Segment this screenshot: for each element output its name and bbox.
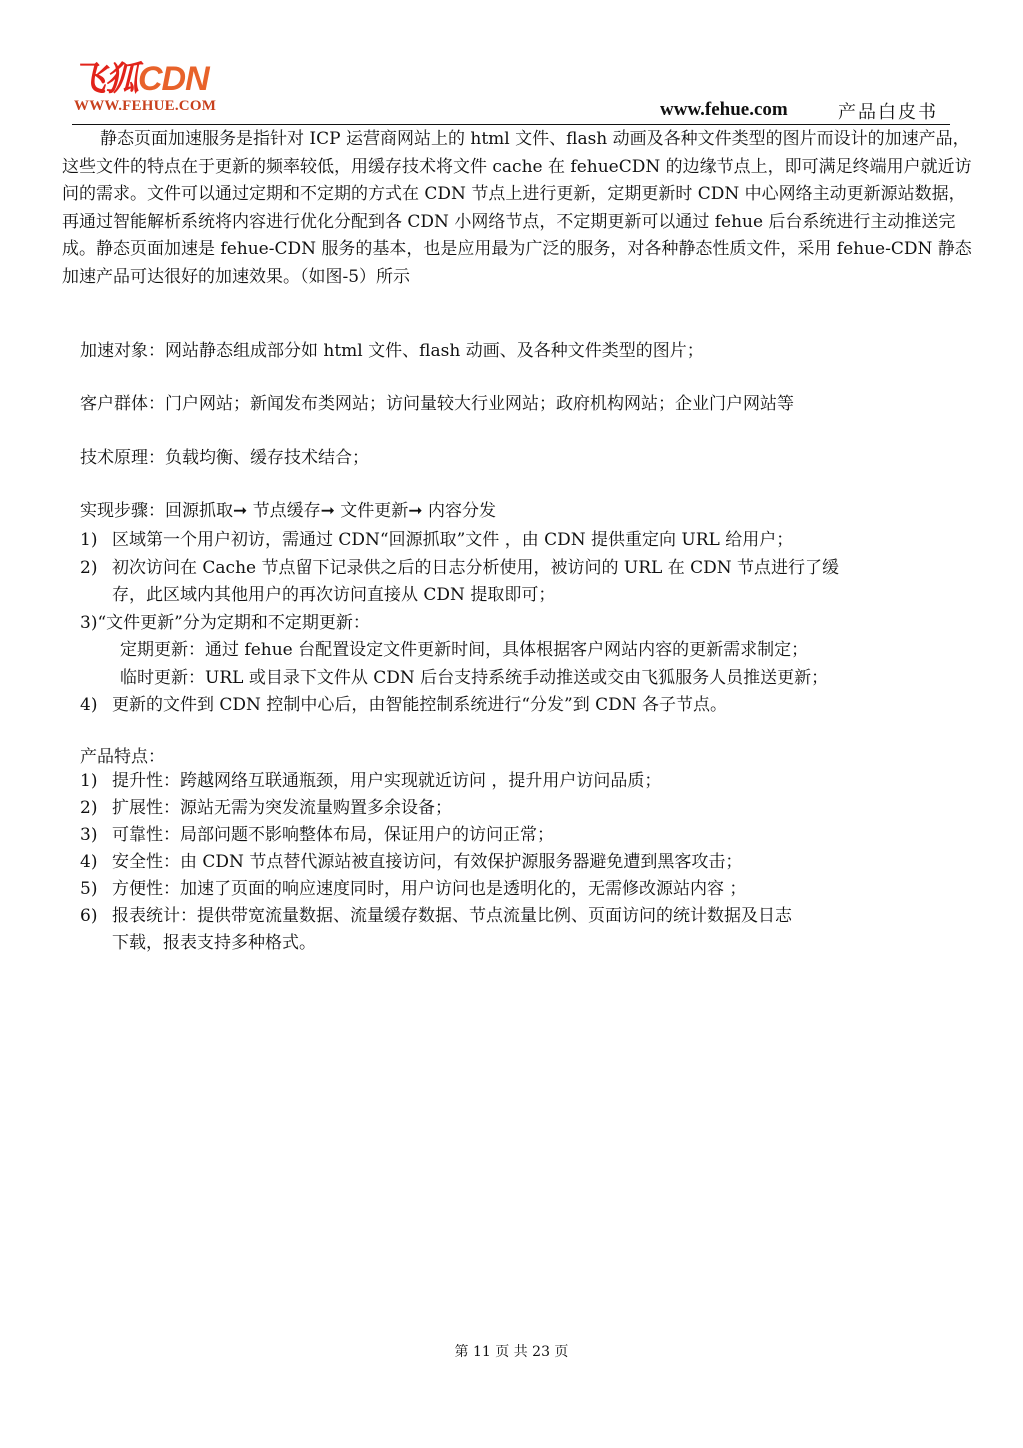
step-1: 1) 区域第一个用户初访，需通过 CDN“回源抓取”文件 ，由 CDN 提供重定向 URL 给用户； (80, 530, 794, 550)
header-divider (72, 124, 950, 125)
product-features (80, 768, 980, 957)
feature-3: 3) 可靠性：局部问题不影响整体布局，保证用户的访问正常； (80, 825, 554, 845)
header-site-url: www.fehue.com (660, 99, 788, 120)
feature-2: 2) 扩展性：源站无需为突发流量购置多余设备； (80, 798, 452, 818)
step-3: 3)“文件更新”分为定期和不定期更新： (80, 612, 370, 633)
features-title: 产品特点： (80, 747, 165, 767)
intro-paragraph: 静态页面加速服务是指针对 ICP 运营商网站上的 html 文件、flash 动画及各种文件类型的图片而设计的加速产品，这些文件的特点在于更新的频率较低，用缓存技术将文件 cache 在 fehueCDN 的边缘节点上，即可满足终端用户就近访问的需求。文件可以通过定期和不定期的方式在 CDN 节点上进行更新，定期更新时 CDN 中心网络主动更新源站数据，再通过智能解析系统将内容进行优化分配到各 CDN 小网络节点，不定期更新可以通过 fehue 后台系统进行主动推送完成。静态页面加速是 fehue-CDN 服务的基本，也是应用最为广泛的服务，对各种静态性质文件，采用 fehue-CDN 静态加速产品可达很好的加速效果。（如图-5）所示 (62, 129, 972, 287)
step-3-temporary-update: 临时更新：URL 或目录下文件从 CDN 后台支持系统手动推送或交由飞狐服务人员推送更新； (120, 667, 829, 688)
step-3-scheduled-update: 定期更新：通过 fehue 台配置设定文件更新时间，具体根据客户网站内容的更新需求制定； (120, 640, 809, 660)
acceleration-target: 加速对象：网站静态组成部分如 html 文件、flash 动画、及各种文件类型的图片； (80, 341, 704, 361)
page-number: 第 11 页 共 23 页 (454, 1344, 569, 1360)
feature-5: 5) 方便性：加速了页面的响应速度同时，用户访问也是透明化的，无需修改源站内容 ； (80, 879, 747, 899)
feature-4: 4) 安全性：由 CDN 节点替代源站被直接访问，有效保护源服务器避免遭到黑客攻击； (80, 852, 743, 872)
technical-principle: 技术原理：负载均衡、缓存技术结合； (80, 448, 369, 468)
logo-url: WWW.FEHUE.COM (74, 98, 217, 114)
intro-section (62, 126, 972, 291)
feature-1: 1) 提升性：跨越网络互联通瓶颈，用户实现就近访问 ，提升用户访问品质； (80, 771, 662, 791)
step-4: 4) 更新的文件到 CDN 控制中心后，由智能控制系统进行“分发”到 CDN 各子节点。 (80, 695, 728, 715)
feature-6-continued: 下载，报表支持多种格式。 (112, 933, 316, 953)
feature-6: 6) 报表统计：提供带宽流量数据、流量缓存数据、节点流量比例、页面访问的统计数据及日志 (80, 906, 792, 926)
customer-groups: 客户群体：门户网站；新闻发布类网站；访问量较大行业网站；政府机构网站；企业门户网站等 (80, 394, 794, 414)
implementation-steps (80, 527, 980, 720)
step-2-continued: 存，此区域内其他用户的再次访问直接从 CDN 提取即可； (112, 585, 556, 605)
fehue-cdn-logo (72, 62, 242, 118)
step-2: 2) 初次访问在 Cache 节点留下记录供之后的日志分析使用，被访问的 URL 在 CDN 节点进行了缓 (80, 557, 840, 578)
header-doc-title: 产品白皮书 (838, 102, 938, 123)
logo-wordmark: 飞狐CDN (72, 60, 209, 98)
implementation-steps-title: 实现步骤：回源抓取➞ 节点缓存➞ 文件更新➞ 内容分发 (80, 501, 496, 521)
